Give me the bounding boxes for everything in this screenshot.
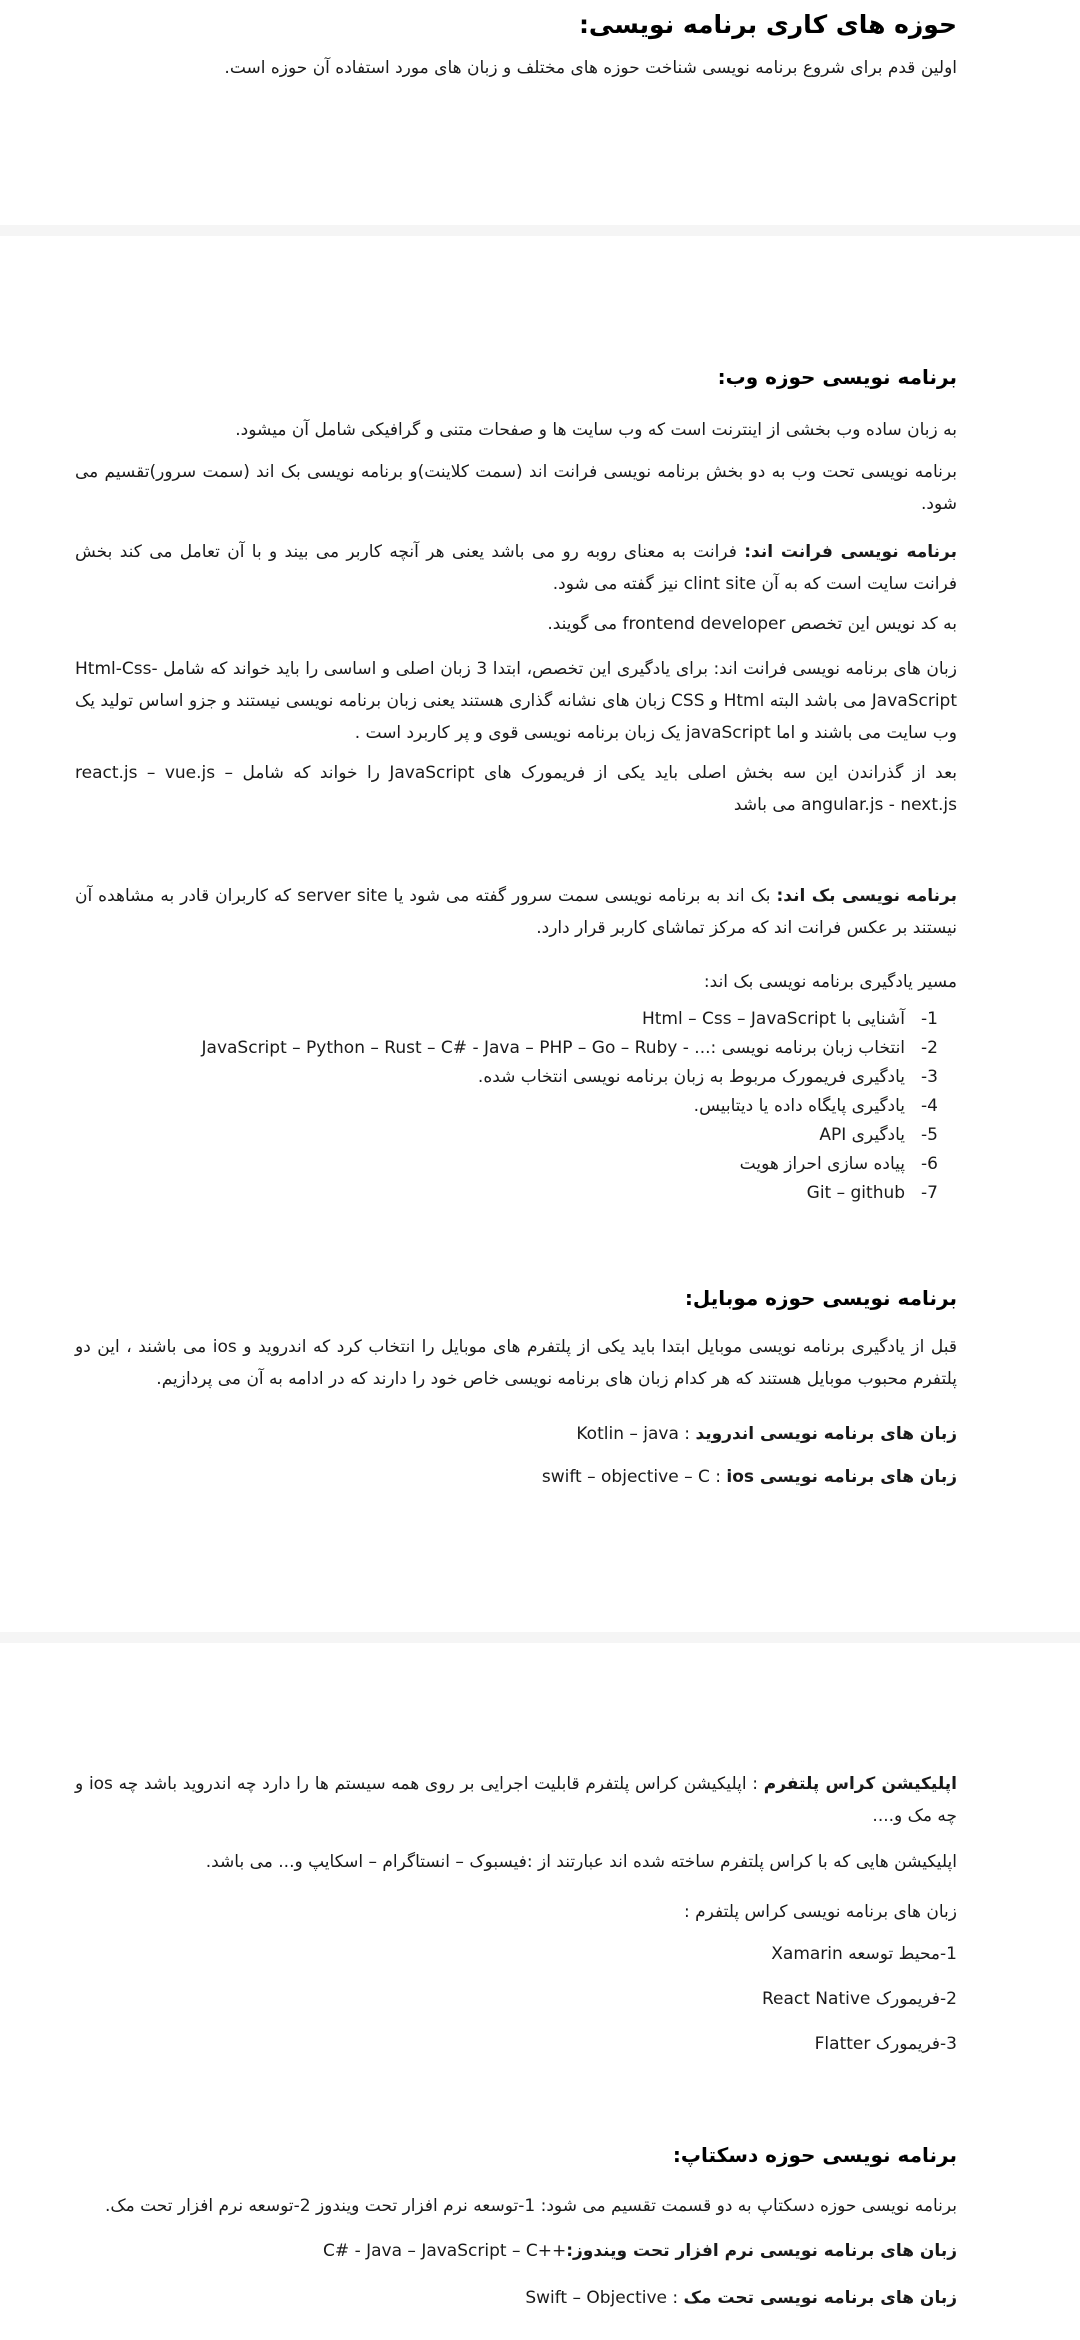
list-item-text: آشنایی با Html – Css – JavaScript xyxy=(641,1009,906,1029)
doc-title: حوزه های کاری برنامه نویسی: xyxy=(578,10,957,39)
list-item xyxy=(75,1034,938,1063)
web-paragraph-2: برنامه نویسی تحت وب به دو بخش برنامه نویسی فرانت اند (سمت کلاینت)و برنامه نویسی بک اند (سمت سرور)تقسیم می شود. xyxy=(75,462,957,514)
mobile-section-heading: برنامه نویسی حوزه موبایل: xyxy=(684,1286,957,1310)
cross-platform-lead: اپلیکیشن کراس پلتفرم xyxy=(763,1774,957,1794)
frontend-lead: برنامه نویسی فرانت اند: xyxy=(744,542,957,562)
frontend-rest: فرانت به معنای روبه رو می باشد یعنی هر آنچه کاربر می بیند و با آن تعامل می کند بخش فرانت سایت است که به آن clint site نیز گفته می شود. xyxy=(75,542,957,594)
backend-rest: بک اند به برنامه نویسی سمت سرور گفته می شود یا server site که کاربران قادر به مشاهده آن نیستند بر عکس فرانت اند که مرکز تماشای کاربر قرار دارد. xyxy=(75,886,957,938)
backend-path-title: مسیر یادگیری برنامه نویسی بک اند: xyxy=(703,972,957,992)
windows-languages: C# - Java – JavaScript – C++ xyxy=(323,2241,567,2261)
web-paragraph-1: به زبان ساده وب بخشی از اینترنت است که وب سایت ها و صفحات متنی و گرافیکی شامل آن میشود. xyxy=(235,420,957,440)
list-item xyxy=(75,1179,938,1208)
mac-separator: : xyxy=(667,2288,684,2308)
frontend-paragraph xyxy=(75,536,957,600)
list-item-text: Git – github xyxy=(806,1183,906,1203)
list-item-text: یادگیری پایگاه داده یا دیتابیس. xyxy=(693,1096,906,1116)
list-item xyxy=(75,1092,938,1121)
cross-platform-apps-line: اپلیکیشن هایی که با کراس پلتفرم ساخته شده اند عبارتند از :فیسبوک – انستاگرام – اسکایپ و... می باشد. xyxy=(205,1852,957,1872)
list-item-number: 4- xyxy=(921,1096,938,1116)
mac-languages-line xyxy=(75,2282,957,2314)
list-item-text: انتخاب زبان برنامه نویسی :... - JavaScript – Python – Rust – C# - Java – PHP – Go – Ruby xyxy=(201,1038,906,1058)
list-item-number: 2- xyxy=(921,1038,938,1058)
frameworks-paragraph: بعد از گذراندن این سه بخش اصلی باید یکی از فریمورک های JavaScript را خواند که شامل – react.js – vue.js angular.js - next.js می باشد xyxy=(75,763,958,815)
backend-lead: برنامه نویسی بک اند: xyxy=(776,886,957,906)
android-lead: زبان های برنامه نویسی اندروید xyxy=(695,1424,957,1444)
intro-paragraph: اولین قدم برای شروع برنامه نویسی شناخت حوزه های مختلف و زبان های مورد استفاده آن حوزه است. xyxy=(224,58,957,78)
mac-languages: Swift – Objective xyxy=(525,2288,667,2308)
web-section-heading: برنامه نویسی حوزه وب: xyxy=(717,365,957,389)
windows-languages-line xyxy=(75,2235,957,2267)
mobile-paragraph: قبل از یادگیری برنامه نویسی موبایل ابتدا باید یکی از پلتفرم های موبایل را انتخاب کرد که اندروید و ios می باشند ، این دو پلتفرم محبوب موبایل هستند که هر کدام زبان های برنامه نویسی خاص خود را دارند که در ادامه به آن می پردازیم. xyxy=(75,1337,957,1389)
cross-platform-item: 2-فریمورک React Native xyxy=(761,1989,957,2009)
backend-path-list xyxy=(75,1005,938,1208)
list-item-text: یادگیری API xyxy=(819,1125,906,1145)
cross-platform-rest: : اپلیکیشن کراس پلتفرم قابلیت اجرایی بر روی همه سیستم ها را دارد چه اندروید باشد چه ios و چه مک و.... xyxy=(75,1774,957,1826)
ios-separator: : xyxy=(709,1467,727,1487)
cross-platform-paragraph xyxy=(75,1768,957,1832)
list-item-text: پیاده سازی احراز هویت xyxy=(739,1154,906,1174)
ios-languages: swift – objective – C xyxy=(541,1467,710,1487)
android-languages-line xyxy=(75,1418,957,1450)
page-separator xyxy=(0,225,1080,236)
desktop-paragraph: برنامه نویسی حوزه دسکتاپ به دو قسمت تقسیم می شود: 1-توسعه نرم افزار تحت ویندوز 2-توسعه نرم افزار تحت مک. xyxy=(104,2196,957,2216)
desktop-section-heading: برنامه نویسی حوزه دسکتاپ: xyxy=(672,2143,957,2167)
list-item-number: 6- xyxy=(921,1154,938,1174)
android-languages: Kotlin – java xyxy=(576,1424,679,1444)
windows-lead: زبان های برنامه نویسی نرم افزار تحت ویندوز: xyxy=(566,2241,957,2261)
list-item-number: 7- xyxy=(921,1183,938,1203)
list-item-text: یادگیری فریمورک مربوط به زبان برنامه نویسی انتخاب شده. xyxy=(477,1067,906,1087)
list-item-number: 3- xyxy=(921,1067,938,1087)
list-item-number: 5- xyxy=(921,1125,938,1145)
frontend-languages-paragraph: زبان های برنامه نویسی فرانت اند: برای یادگیری این تخصص، ابتدا 3 زبان اصلی و اساسی را باید خواند که شامل Html-Css-JavaScript می باشد البته Html و CSS زبان های نشانه گذاری هستند یعنی زبان برنامه نویسی نیستند و جزو اساس تولید یک وب سایت می باشند و اما javaScript یک زبان برنامه نویسی قوی و پر کاربرد است . xyxy=(75,659,957,743)
ios-languages-line xyxy=(75,1461,957,1493)
frontend-developer-line: به کد نویس این تخصص frontend developer می گویند. xyxy=(547,614,957,634)
cross-platform-languages-title: زبان های برنامه نویسی کراس پلتفرم : xyxy=(684,1902,957,1922)
list-item-number: 1- xyxy=(921,1009,938,1029)
cross-platform-item: 3-فریمورک Flatter xyxy=(814,2034,957,2054)
list-item xyxy=(75,1150,938,1179)
cross-platform-item: 1-محیط توسعه Xamarin xyxy=(771,1944,957,1964)
backend-paragraph xyxy=(75,880,957,944)
android-separator: : xyxy=(678,1424,696,1444)
page-separator xyxy=(0,1632,1080,1643)
mac-lead: زبان های برنامه نویسی تحت مک xyxy=(683,2288,957,2308)
list-item xyxy=(75,1005,938,1034)
ios-lead: زبان های برنامه نویسی ios xyxy=(726,1467,957,1487)
list-item xyxy=(75,1121,938,1150)
list-item xyxy=(75,1063,938,1092)
